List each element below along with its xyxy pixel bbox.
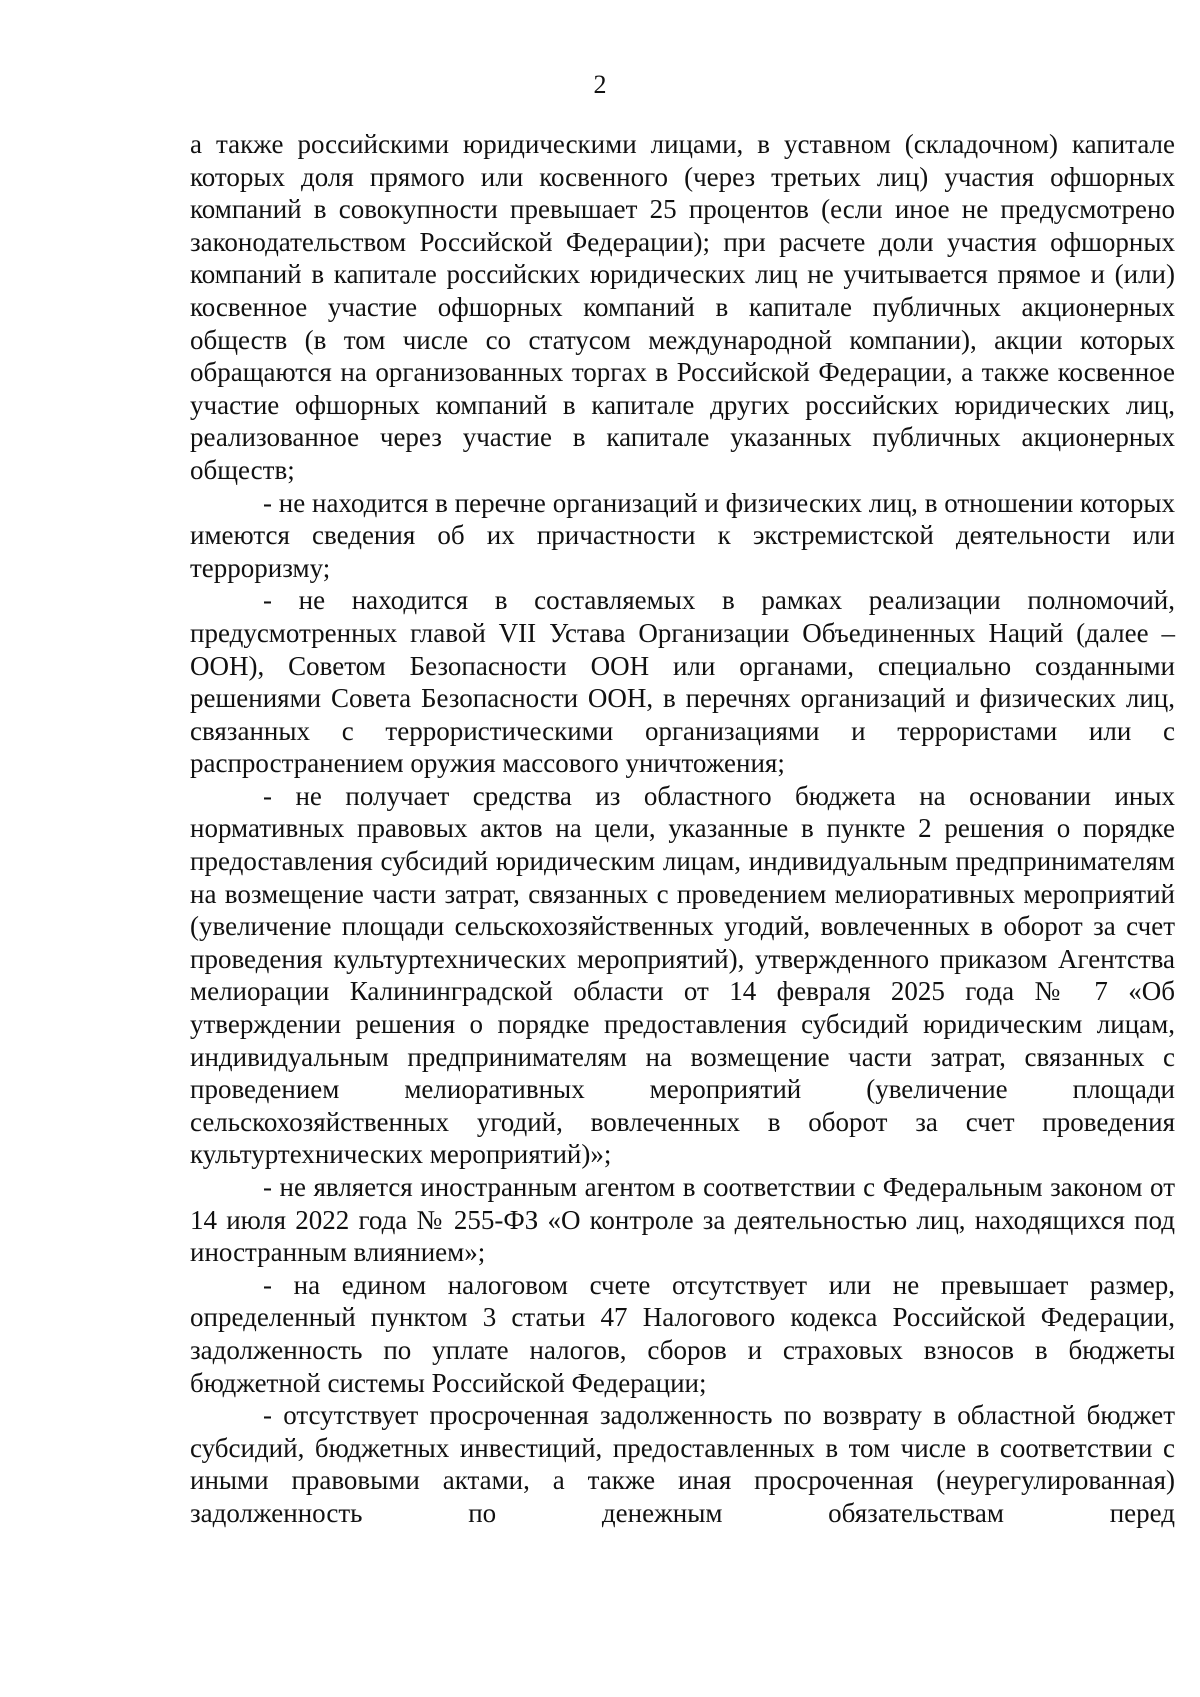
document-body (190, 128, 1175, 1530)
paragraph-extremism-list: - не находится в перечне организаций и физических лиц, в отношении которых имеются сведения об их причастности к экстремистской деятельности или терроризму; (190, 487, 1175, 583)
page-number: 2 (593, 70, 607, 99)
paragraph-overdue-debt: - отсутствует просроченная задолженность по возврату в областной бюджет субсидий, бюджетных инвестиций, предоставленных в том числе в соответствии с иными правовыми актами, а также иная просроченная (неурегулированная) задолженность по денежным обязательствам перед (190, 1400, 1175, 1528)
paragraph-continuation: а также российскими юридическими лицами, в уставном (складочном) капитале которых доля прямого или косвенного (через третьих лиц) участия офшорных компаний в совокупности превышает 25 процентов (если иное не предусмотрено законодательством Российской Федерации); при расчете доли участия офшорных компаний в капитале российских юридических лиц не учитывается прямое и (или) косвенное участие офшорных компаний в капитале публичных акционерных обществ (в том числе со статусом международной компании), акции которых обращаются на организованных торгах в Российской Федерации, а также косвенное участие офшорных компаний в капитале других российских юридических лиц, реализованное через участие в капитале указанных публичных акционерных обществ; (190, 129, 1175, 485)
paragraph-tax-debt: - на едином налоговом счете отсутствует или не превышает размер, определенный пунктом 3 статьи 47 Налогового кодекса Российской Федерации, задолженность по уплате налогов, сборов и страховых взносов в бюджеты бюджетной системы Российской Федерации; (190, 1269, 1175, 1398)
paragraph-foreign-agent: - не является иностранным агентом в соответствии с Федеральным законом от 14 июля 2022 года № 255-ФЗ «О контроле за деятельностью лиц, находящихся под иностранным влиянием»; (190, 1172, 1175, 1268)
paragraph-un-sanctions-list: - не находится в составляемых в рамках реализации полномочий, предусмотренных главой VII Устава Организации Объединенных Наций (далее – ООН), Советом Безопасности ООН или органами, специально созданными решениями Совета Безопасности ООН, в перечнях организаций и физических лиц, связанных с террористическими организациями и террористами или с распространением оружия массового уничтожения; (190, 585, 1175, 779)
paragraph-no-other-budget-funds: - не получает средства из областного бюджета на основании иных нормативных правовых актов на цели, указанные в пункте 2 решения о порядке предоставления субсидий юридическим лицам, индивидуальным предпринимателям на возмещение части затрат, связанных с проведением мелиоративных мероприятий (увеличение площади сельскохозяйственных угодий, вовлеченных в оборот за счет проведения культуртехнических мероприятий), утвержденного приказом Агентства мелиорации Калининградской области от 14 февраля 2025 года № 7 «Об утверждении решения о порядке предоставления субсидий юридическим лицам, индивидуальным предпринимателям на возмещение части затрат, связанных с проведением мелиоративных мероприятий (увеличение площади сельскохозяйственных угодий, вовлеченных в оборот за счет проведения культуртехнических мероприятий)»; (190, 780, 1175, 1170)
